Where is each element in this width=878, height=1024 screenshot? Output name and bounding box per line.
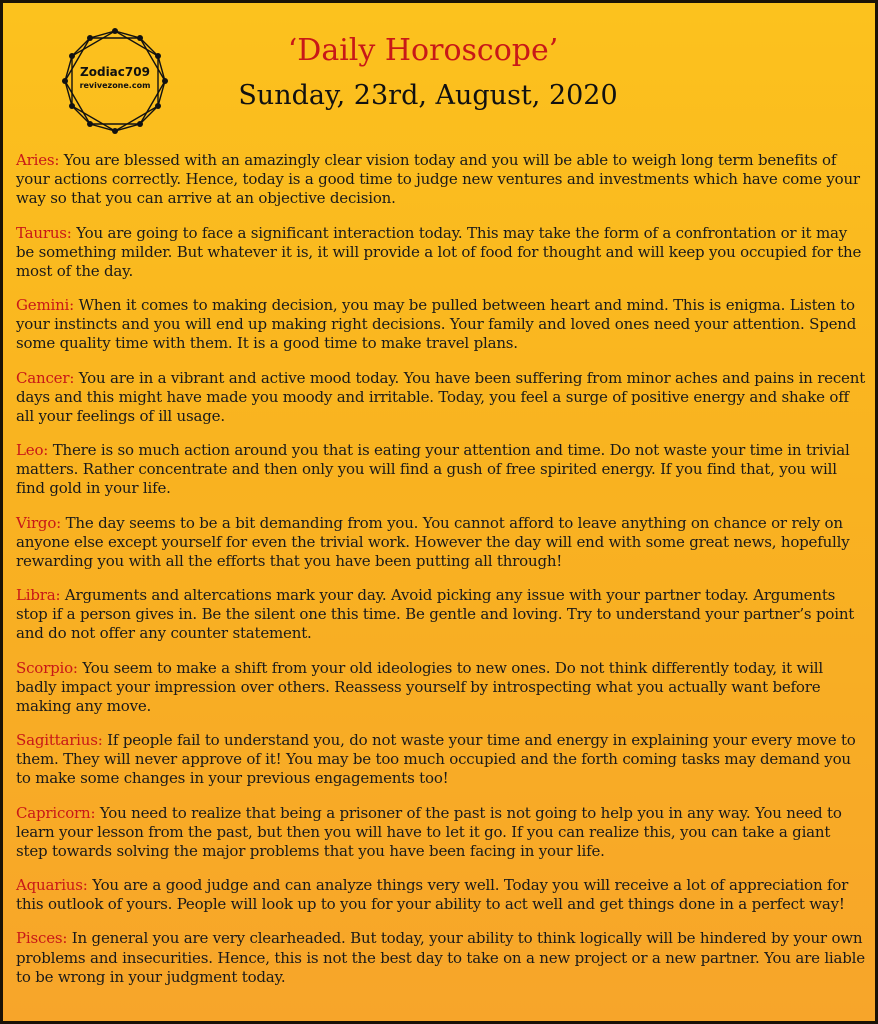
sign-name: Scorpio: <box>16 658 78 677</box>
sign-text: In general you are very clearheaded. But today, your ability to think logically will be hindered by your own problems and insecurities. Hence, this is not the best day to take on a new project or a new partner. You are liable to be wrong in your judgment today. <box>16 929 865 986</box>
sign-entry-scorpio <box>16 659 866 717</box>
sign-text: There is so much action around you that is eating your attention and time. Do not waste your time in trivial matters. Rather concentrate and then only you will find a gush of free spirited energy. If you find that, you will find gold in your life. <box>16 441 850 498</box>
page-title: ‘Daily Horoscope’ <box>287 33 559 68</box>
sign-entry-pisces <box>16 929 866 987</box>
sign-text: You are blessed with an amazingly clear vision today and you will be able to weigh long term benefits of your actions correctly. Hence, today is a good time to judge new ventures and investments which have come your way so that you can arrive at an objective decision. <box>16 151 860 208</box>
sign-text: When it comes to making decision, you may be pulled between heart and mind. This is enigma. Listen to your instincts and you will end up making right decisions. Your family and loved ones need your attention. Spend some quality time with them. It is a good time to make travel plans. <box>16 296 857 353</box>
logo-name: Zodiac709 <box>80 65 150 79</box>
sign-name: Taurus: <box>16 223 72 242</box>
sign-name: Sagittarius: <box>16 731 103 749</box>
sign-entry-capricorn <box>16 804 866 862</box>
sign-text: You are in a vibrant and active mood today. You have been suffering from minor aches and pains in recent days and this might have made you moody and irritable. Today, you feel a surge of positive energy and shake off all your feelings of ill usage. <box>16 368 866 425</box>
sign-name: Leo: <box>16 441 49 459</box>
sign-name: Aries: <box>16 151 60 169</box>
zodiac-logo <box>59 25 171 137</box>
sign-entry-taurus <box>16 224 866 282</box>
sign-name: Libra: <box>16 586 61 604</box>
sign-name: Capricorn: <box>16 803 96 822</box>
sign-text: You seem to make a shift from your old ideologies to new ones. Do not think differently today, it will badly impact your impression over others. Reassess yourself by introspecting what you actually want before making any move. <box>16 658 823 715</box>
sign-name: Aquarius: <box>16 876 88 894</box>
horoscope-list <box>16 151 866 1002</box>
sign-text: You need to realize that being a prisoner of the past is not going to help you in any way. You need to learn your lesson from the past, but then you will have to let it go. If you can realize this, you can take a giant step towards solving the major problems that you have been facing in your life. <box>16 803 842 860</box>
sign-text: Arguments and altercations mark your day. Avoid picking any issue with your partner today. Arguments stop if a person gives in. Be the silent one this time. Be gentle and loving. Try to understand your partner’s point and do not offer any counter statement. <box>16 586 855 643</box>
sign-entry-cancer <box>16 369 866 427</box>
sign-name: Cancer: <box>16 368 75 387</box>
sign-entry-sagittarius <box>16 731 866 789</box>
sign-text: If people fail to understand you, do not waste your time and energy in explaining your every move to them. They will never approve of it! You may be too much occupied and the forth coming tasks may demand you to make some changes in your previous engagements too! <box>16 731 856 788</box>
sign-text: The day seems to be a bit demanding from you. You cannot afford to leave anything on chance or rely on anyone else except yourself for even the trivial work. However the day will end with some great news, hopefully rewarding you with all the efforts that you have been putting all through! <box>16 513 850 570</box>
logo-site: revivezone.com <box>79 81 151 90</box>
sign-name: Gemini: <box>16 296 74 314</box>
sign-entry-gemini <box>16 296 866 354</box>
sign-entry-aries <box>16 151 866 209</box>
sign-text: You are going to face a significant interaction today. This may take the form of a confrontation or it may be something milder. But whatever it is, it will provide a lot of food for thought and will keep you occupied for the most of the day. <box>16 223 862 280</box>
sign-text: You are a good judge and can analyze things very well. Today you will receive a lot of appreciation for this outlook of yours. People will look up to you for your ability to act well and get things done in a perfect way! <box>16 876 849 914</box>
sign-entry-aquarius <box>16 876 866 914</box>
sign-entry-leo <box>16 441 866 499</box>
page-date: Sunday, 23rd, August, 2020 <box>238 80 618 111</box>
sign-name: Pisces: <box>16 929 68 948</box>
sign-entry-virgo <box>16 514 866 572</box>
sign-entry-libra <box>16 586 866 644</box>
sign-name: Virgo: <box>16 513 62 532</box>
